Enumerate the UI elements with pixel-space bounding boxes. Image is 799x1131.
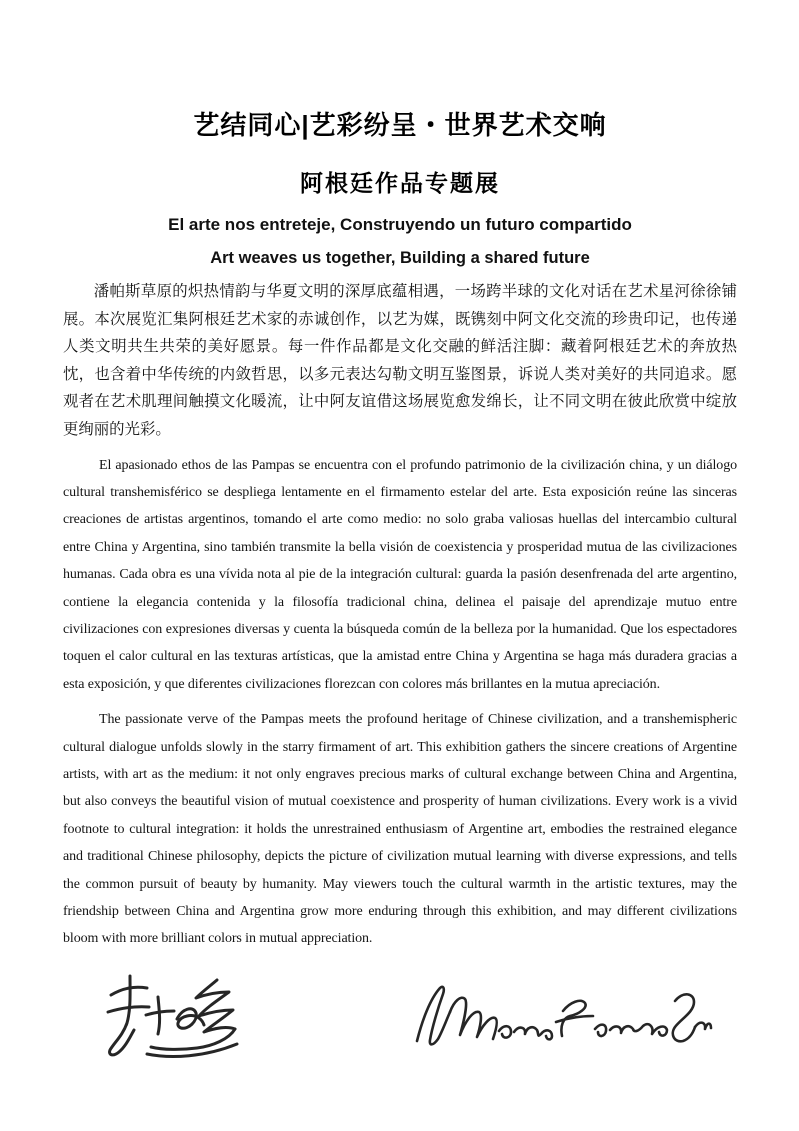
exhibition-subtitle-chinese: 阿根廷作品专题展 [300, 170, 500, 196]
cursive-signature-handwriting [413, 983, 715, 1053]
chinese-signature-handwriting [101, 973, 241, 1065]
paragraph-english: The passionate verve of the Pampas meets the profound heritage of Chinese civilization, and a transhemispheric cultural dialogue unfolds slowly in the starry firmament of art. This exhibition gathers the sincere creations of Argentine artists, with art as the medium: it not only engraves precious marks of cultural exchange between China and Argentina, but also conveys the beautiful vision of mutual coexistence and prosperity of human civilizations. Every work is a vivid footnote to cultural integration: it holds the unrestrained enthusiasm of Argentine art, embodies the restrained elegance and traditional Chinese philosophy, depicts the picture of civilization mutual learning with diverse expressions, and tells the common pursuit of beauty by humanity. May viewers touch the cultural warmth in the artistic textures, may the friendship between China and Argentina grow more enduring through this exhibition, and may different civilizations bloom with more brilliant colors in mutual appreciation. [63, 712, 737, 947]
paragraph-chinese: 潘帕斯草原的炽热情韵与华夏文明的深厚底蕴相遇，一场跨半球的文化对话在艺术星河徐徐铺展。本次展览汇集阿根廷艺术家的赤诚创作，以艺为媒，既镌刻中阿文化交流的珍贵印记，也传递人类文明共生共荣的美好愿景。每一件作品都是文化交融的鲜活注脚：藏着阿根廷艺术的奔放热忱，也含着中华传统的内敛哲思，以多元表达勾勒文明互鉴图景，诉说人类对美好的共同追求。愿观者在艺术肌理间触摸文化暖流，让中阿友谊借这场展览愈发绵长，让不同文明在彼此欣赏中绽放更绚丽的光彩。 [63, 283, 737, 438]
paragraph-spanish: El apasionado ethos de las Pampas se encuentra con el profundo patrimonio de la civilización china, y un diálogo cultural transhemisférico se despliega lentamente en el firmamento estelar del arte. Esta exposición reúne las sinceras creaciones de artistas argentinos, tomando el arte como medio: no solo graba valiosas huellas del intercambio cultural entre China y Argentina, sino también transmite la bella visión de coexistencia y prosperidad mutua de las civilizaciones humanas. Cada obra es una vívida nota al pie de la integración cultural: guarda la pasión desenfrenada del arte argentino, contiene la elegancia contenida y la filosofía tradicional china, delinea el paisaje del aprendizaje mutuo entre civilizaciones con expresiones diversas y cuenta la búsqueda común de la belleza por la humanidad. Que los espectadores toquen el calor cultural en las texturas artísticas, que la amistad entre China y Argentina se haga más duradera gracias a esta exposición, y que diferentes civilizaciones florezcan con colores más brillantes en la mutua apreciación. [63, 457, 737, 692]
exhibition-title-chinese: 艺结同心|艺彩纷呈・世界艺术交响 [193, 110, 607, 140]
signature-block [63, 971, 737, 1083]
subtitle-english: Art weaves us together, Building a shared future [210, 249, 590, 267]
subtitle-spanish: El arte nos entreteje, Construyendo un futuro compartido [168, 215, 632, 234]
